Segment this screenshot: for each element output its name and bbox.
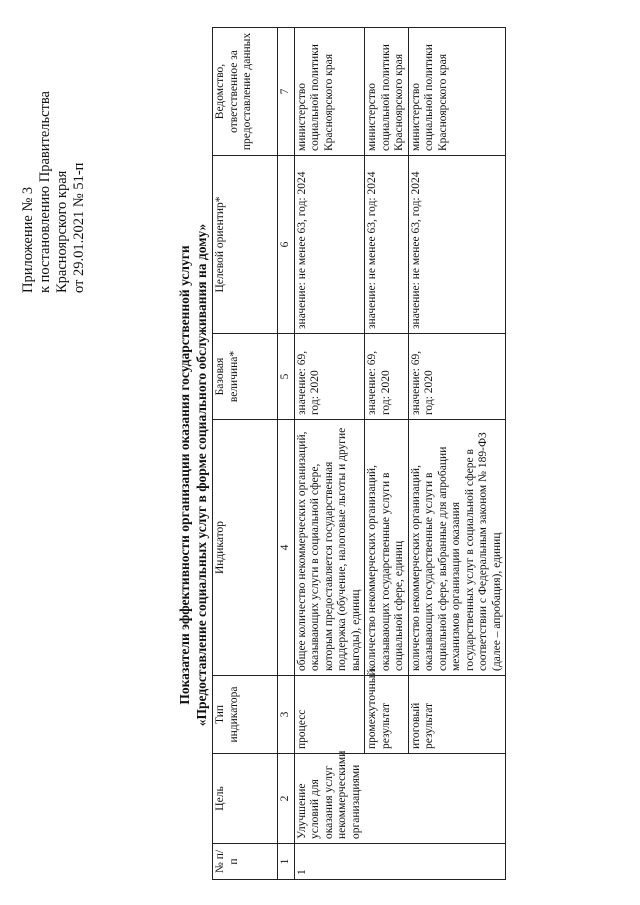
base-value-cell: значение: 69, год: 2020 — [408, 334, 506, 420]
header-base-value: Базовая величина* — [213, 334, 278, 420]
indicators-table — [212, 27, 506, 880]
col-number: 7 — [278, 28, 295, 156]
indicator-cell: количество некоммерческих организаций, оказывающих государственные услуги в социальной сфере, единиц — [365, 420, 409, 676]
col-number: 1 — [278, 844, 295, 880]
header-agency: Ведомство, ответственное за предоставление данных — [213, 28, 278, 156]
header-number: № п/п — [213, 844, 278, 880]
title-line-1: Показатели эффективности организации оказания государственной услуги — [177, 245, 192, 705]
indicator-cell: количество некоммерческих организаций, оказывающих государственные услуги в социальной сфере, выбранные для апробации механизмов организации оказания государственных услуг в социальной сфере в соответствии с Федеральным законом № 189-ФЗ (далее – апробация), единиц — [408, 420, 506, 676]
indicator-cell: общее количество некоммерческих организаций, оказывающих услуги в социальной сфере, которым предоставляется государственная поддержка (обучение, налоговые льготы и другие выгоды), единиц — [294, 420, 365, 676]
table-header-row — [213, 28, 278, 880]
indicator-type-cell: промежуточный результат — [365, 676, 409, 754]
appendix-number: Приложение № 3 — [20, 186, 36, 293]
appendix-resolution-ref: к постановлению Правительства — [37, 91, 53, 293]
base-value-cell: значение: 69, год: 2020 — [365, 334, 409, 420]
target-cell: значение: не менее 63, год: 2024 — [294, 156, 365, 334]
header-goal: Цель — [213, 754, 278, 844]
column-number-row — [278, 28, 295, 880]
col-number: 3 — [278, 676, 295, 754]
col-number: 4 — [278, 420, 295, 676]
document-title — [176, 85, 210, 865]
agency-cell: министерство социальной политики Красноярского края — [294, 28, 365, 156]
indicator-type-cell: итоговый результат — [408, 676, 506, 754]
agency-cell: министерство социальной политики Красноярского края — [408, 28, 506, 156]
col-number: 2 — [278, 754, 295, 844]
header-indicator-type: Тип индикатора — [213, 676, 278, 754]
indicator-type-cell: процесс — [294, 676, 365, 754]
appendix-header — [20, 13, 88, 293]
header-indicator: Индикатор — [213, 420, 278, 676]
table-row — [365, 28, 409, 880]
appendix-region: Красноярского края — [54, 170, 70, 293]
table-row — [294, 28, 365, 880]
agency-cell: министерство социальной политики Красноярского края — [365, 28, 409, 156]
target-cell: значение: не менее 63, год: 2024 — [408, 156, 506, 334]
target-cell: значение: не менее 63, год: 2024 — [365, 156, 409, 334]
title-line-2: «Предоставление социальных услуг в форме социального обслуживания на дому» — [194, 223, 209, 727]
col-number: 6 — [278, 156, 295, 334]
col-number: 5 — [278, 334, 295, 420]
goal-cell: Улучшение условий для оказания услуг некоммерческими организациями — [294, 754, 506, 844]
header-target: Целевой ориентир* — [213, 156, 278, 334]
row-number: 1 — [294, 844, 506, 880]
base-value-cell: значение: 69, год: 2020 — [294, 334, 365, 420]
appendix-date: от 29.01.2021 № 51-п — [71, 162, 87, 293]
table-row — [408, 28, 506, 880]
